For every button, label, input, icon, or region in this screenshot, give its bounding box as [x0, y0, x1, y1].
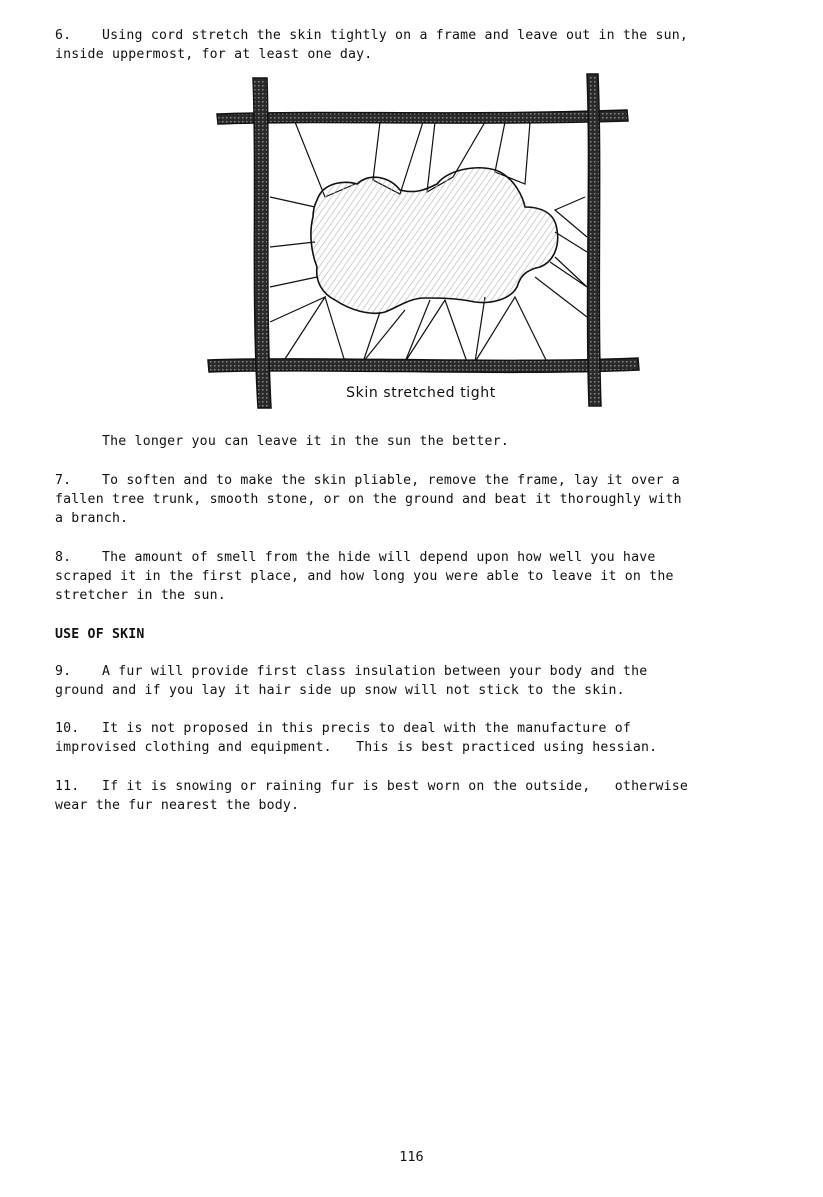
- figure-followup-text: The longer you can leave it in the sun the better.: [102, 434, 509, 449]
- paragraph-text: A fur will provide first class insulation between your body and the: [102, 664, 648, 679]
- paragraph-9-line-2: ground and if you lay it hair side up snow will not stick to the skin.: [55, 683, 625, 698]
- skin-on-frame-illustration: [205, 72, 645, 412]
- paragraph-text: To soften and to make the skin pliable, remove the frame, lay it over a: [102, 473, 680, 488]
- paragraph-number: 8.: [55, 550, 72, 565]
- paragraph-text: If it is snowing or raining fur is best worn on the outside, otherwise: [102, 779, 689, 794]
- paragraph-9: [55, 662, 647, 681]
- paragraph-text: The amount of smell from the hide will depend upon how well you have: [102, 550, 656, 565]
- paragraph-7-line-3: a branch.: [55, 511, 129, 526]
- section-heading: USE OF SKIN: [55, 627, 145, 642]
- paragraph-11: [55, 777, 688, 796]
- paragraph-11-line-2: wear the fur nearest the body.: [55, 798, 300, 813]
- paragraph-number: 9.: [55, 664, 72, 679]
- paragraph-text: Using cord stretch the skin tightly on a frame and leave out in the sun,: [102, 28, 689, 43]
- stretched-skin: [311, 168, 558, 313]
- paragraph-7-line-2: fallen tree trunk, smooth stone, or on the ground and beat it thoroughly with: [55, 492, 682, 507]
- paragraph-8: [55, 548, 656, 567]
- paragraph-number: 10.: [55, 721, 80, 736]
- paragraph-8-line-2: scraped it in the first place, and how long you were able to leave it on the: [55, 569, 674, 584]
- paragraph-10: [55, 719, 631, 738]
- paragraph-number: 7.: [55, 473, 72, 488]
- paragraph-7: [55, 471, 680, 490]
- paragraph-number: 6.: [55, 28, 72, 43]
- skin-stretching-figure: [205, 72, 645, 412]
- paragraph-text: It is not proposed in this precis to deal with the manufacture of: [102, 721, 632, 736]
- figure-caption: Skin stretched tight: [346, 385, 496, 401]
- page-number: 116: [399, 1149, 424, 1165]
- paragraph-6-line-2: inside uppermost, for at least one day.: [55, 47, 373, 62]
- paragraph-8-line-3: stretcher in the sun.: [55, 588, 226, 603]
- paragraph-10-line-2: improvised clothing and equipment. This is best practiced using hessian.: [55, 740, 658, 755]
- paragraph-number: 11.: [55, 779, 80, 794]
- paragraph-6: [55, 26, 688, 45]
